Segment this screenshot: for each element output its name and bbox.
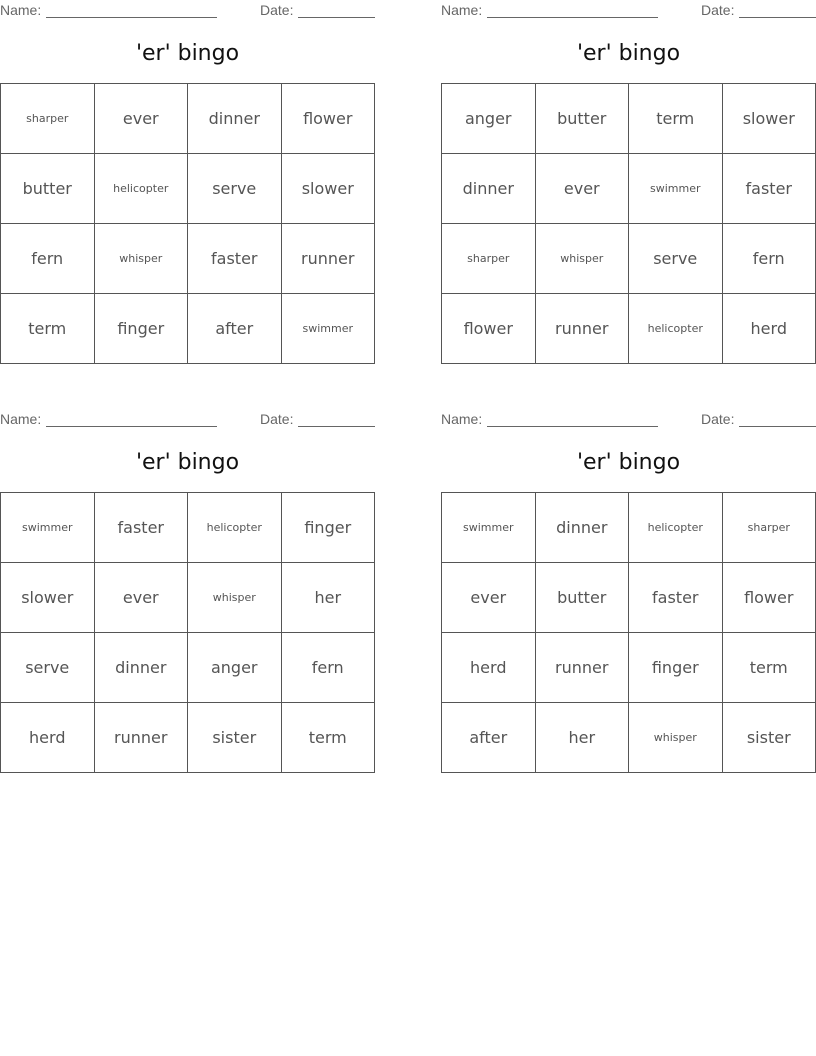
bingo-cell: runner	[535, 294, 629, 364]
bingo-cell: runner	[281, 224, 375, 294]
name-blank	[487, 17, 658, 18]
bingo-cell: swimmer	[281, 294, 375, 364]
grid-row	[1, 493, 375, 563]
bingo-cell: slower	[1, 563, 95, 633]
name-label: Name:	[441, 2, 483, 18]
bingo-cell: faster	[722, 154, 816, 224]
date-blank	[739, 426, 816, 427]
bingo-cell: herd	[442, 633, 536, 703]
bingo-cell: ever	[94, 84, 188, 154]
bingo-cell: runner	[535, 633, 629, 703]
name-blank	[487, 426, 658, 427]
name-blank	[46, 17, 217, 18]
bingo-grid	[441, 83, 816, 364]
date-blank	[298, 17, 375, 18]
bingo-cell: butter	[535, 84, 629, 154]
card-title: 'er' bingo	[135, 41, 240, 66]
bingo-cell: ever	[442, 563, 536, 633]
card-header	[441, 0, 816, 20]
bingo-cell: term	[629, 84, 723, 154]
bingo-cell: herd	[1, 703, 95, 773]
bingo-cell: butter	[1, 154, 95, 224]
bingo-cell: butter	[535, 563, 629, 633]
bingo-grid	[0, 492, 375, 773]
grid-row	[442, 563, 816, 633]
grid-row	[442, 703, 816, 773]
bingo-card-4	[441, 409, 816, 747]
bingo-cell: dinner	[442, 154, 536, 224]
date-label: Date:	[701, 411, 735, 427]
bingo-cell: term	[722, 633, 816, 703]
grid-row	[442, 84, 816, 154]
bingo-grid	[441, 492, 816, 773]
bingo-cell: ever	[535, 154, 629, 224]
bingo-cell: dinner	[535, 493, 629, 563]
bingo-card-2	[441, 0, 816, 338]
bingo-cell: term	[1, 294, 95, 364]
grid-row	[1, 84, 375, 154]
card-header	[441, 409, 816, 429]
grid-row	[442, 154, 816, 224]
bingo-cell: slower	[722, 84, 816, 154]
bingo-cell: sharper	[442, 224, 536, 294]
bingo-cell: helicopter	[188, 493, 282, 563]
bingo-cell: helicopter	[94, 154, 188, 224]
bingo-cell: whisper	[94, 224, 188, 294]
name-blank	[46, 426, 217, 427]
bingo-cell: her	[281, 563, 375, 633]
date-label: Date:	[701, 2, 735, 18]
bingo-cell: sister	[722, 703, 816, 773]
bingo-cell: flower	[281, 84, 375, 154]
date-label: Date:	[260, 411, 294, 427]
bingo-cell: helicopter	[629, 294, 723, 364]
grid-row	[1, 563, 375, 633]
bingo-cell: whisper	[535, 224, 629, 294]
bingo-card-1	[0, 0, 375, 338]
date-blank	[298, 426, 375, 427]
bingo-cell: her	[535, 703, 629, 773]
grid-row	[1, 633, 375, 703]
bingo-grid	[0, 83, 375, 364]
bingo-cell: fern	[722, 224, 816, 294]
name-label: Name:	[0, 2, 42, 18]
grid-row	[1, 294, 375, 364]
bingo-cell: sharper	[1, 84, 95, 154]
bingo-cell: fern	[1, 224, 95, 294]
bingo-cell: swimmer	[629, 154, 723, 224]
grid-row	[1, 154, 375, 224]
card-header	[0, 409, 375, 429]
bingo-cell: dinner	[94, 633, 188, 703]
card-header	[0, 0, 375, 20]
date-label: Date:	[260, 2, 294, 18]
bingo-cell: whisper	[188, 563, 282, 633]
bingo-cell: herd	[722, 294, 816, 364]
bingo-cell: dinner	[188, 84, 282, 154]
bingo-cell: fern	[281, 633, 375, 703]
bingo-cell: sharper	[722, 493, 816, 563]
grid-row	[442, 224, 816, 294]
card-title: 'er' bingo	[576, 450, 681, 475]
bingo-cell: serve	[629, 224, 723, 294]
bingo-cell: faster	[94, 493, 188, 563]
name-label: Name:	[441, 411, 483, 427]
card-title: 'er' bingo	[135, 450, 240, 475]
bingo-cell: anger	[188, 633, 282, 703]
bingo-cell: sister	[188, 703, 282, 773]
bingo-cell: finger	[629, 633, 723, 703]
bingo-cell: helicopter	[629, 493, 723, 563]
bingo-cell: anger	[442, 84, 536, 154]
bingo-cell: slower	[281, 154, 375, 224]
bingo-cell: whisper	[629, 703, 723, 773]
bingo-cell: faster	[629, 563, 723, 633]
bingo-cell: faster	[188, 224, 282, 294]
bingo-cell: finger	[94, 294, 188, 364]
date-blank	[739, 17, 816, 18]
bingo-cell: term	[281, 703, 375, 773]
bingo-cell: swimmer	[1, 493, 95, 563]
grid-row	[442, 294, 816, 364]
bingo-cell: flower	[722, 563, 816, 633]
bingo-cell: finger	[281, 493, 375, 563]
bingo-cell: after	[188, 294, 282, 364]
bingo-card-3	[0, 409, 375, 747]
name-label: Name:	[0, 411, 42, 427]
card-title: 'er' bingo	[576, 41, 681, 66]
bingo-cell: flower	[442, 294, 536, 364]
bingo-cell: runner	[94, 703, 188, 773]
bingo-cell: ever	[94, 563, 188, 633]
bingo-cell: after	[442, 703, 536, 773]
grid-row	[442, 493, 816, 563]
bingo-cell: serve	[1, 633, 95, 703]
grid-row	[442, 633, 816, 703]
bingo-cell: serve	[188, 154, 282, 224]
grid-row	[1, 703, 375, 773]
bingo-cell: swimmer	[442, 493, 536, 563]
grid-row	[1, 224, 375, 294]
